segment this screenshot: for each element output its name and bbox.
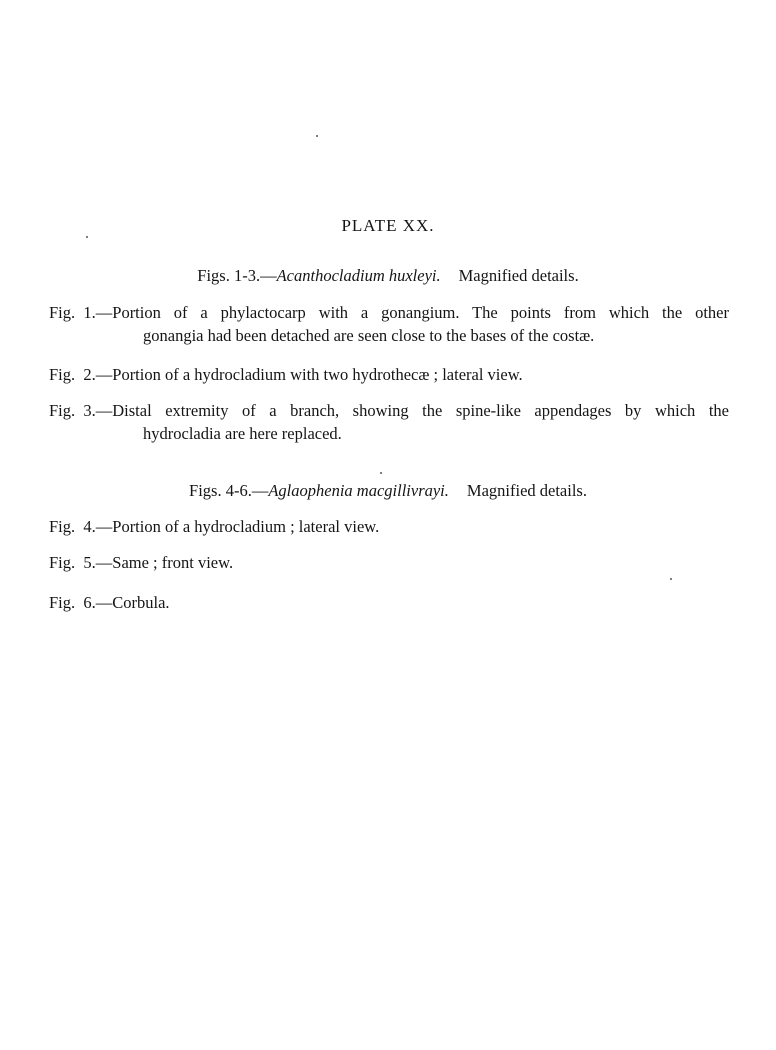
figure-label: Fig. 6.—	[49, 593, 113, 612]
figure-group-heading	[0, 266, 776, 286]
magnification-note: Magnified details.	[458, 266, 579, 285]
caption-continuation: hydrocladia are here replaced.	[143, 424, 342, 443]
ink-speck	[316, 135, 318, 137]
caption-text: Portion of a hydrocladium with two hydrothecæ ; lateral view.	[112, 365, 523, 384]
figure-caption	[49, 517, 729, 537]
figure-label: Fig. 4.—	[49, 517, 113, 536]
ink-speck	[670, 578, 672, 580]
figure-label: Fig. 2.—	[49, 365, 113, 384]
caption-text: Corbula.	[112, 593, 170, 612]
figure-label: Fig. 5.—	[49, 553, 113, 572]
caption-text: Distal extremity of a branch, showing the spine-like appendages by which the	[112, 401, 729, 420]
figure-caption	[49, 365, 729, 385]
caption-text: Portion of a phylactocarp with a gonangium. The points from which the other	[112, 303, 729, 322]
figure-caption	[49, 401, 729, 444]
plate-title: PLATE XX.	[341, 216, 435, 235]
ink-speck	[86, 236, 88, 238]
caption-text: Same ; front view.	[112, 553, 234, 572]
species-name: Aglaophenia macgillivrayi.	[268, 481, 449, 500]
figure-label: Fig. 3.—	[49, 401, 113, 420]
figure-range: Figs. 4-6.—	[189, 481, 269, 500]
figure-caption	[49, 303, 729, 346]
caption-continuation: gonangia had been detached are seen close to the bases of the costæ.	[143, 326, 595, 345]
magnification-note: Magnified details.	[466, 481, 587, 500]
figure-caption	[49, 553, 729, 573]
ink-speck	[380, 472, 382, 474]
figure-label: Fig. 1.—	[49, 303, 113, 322]
figure-range: Figs. 1-3.—	[197, 266, 277, 285]
caption-text: Portion of a hydrocladium ; lateral view.	[112, 517, 380, 536]
figure-caption	[49, 593, 729, 613]
species-name: Acanthocladium huxleyi.	[276, 266, 441, 285]
figure-group-heading	[0, 481, 776, 501]
